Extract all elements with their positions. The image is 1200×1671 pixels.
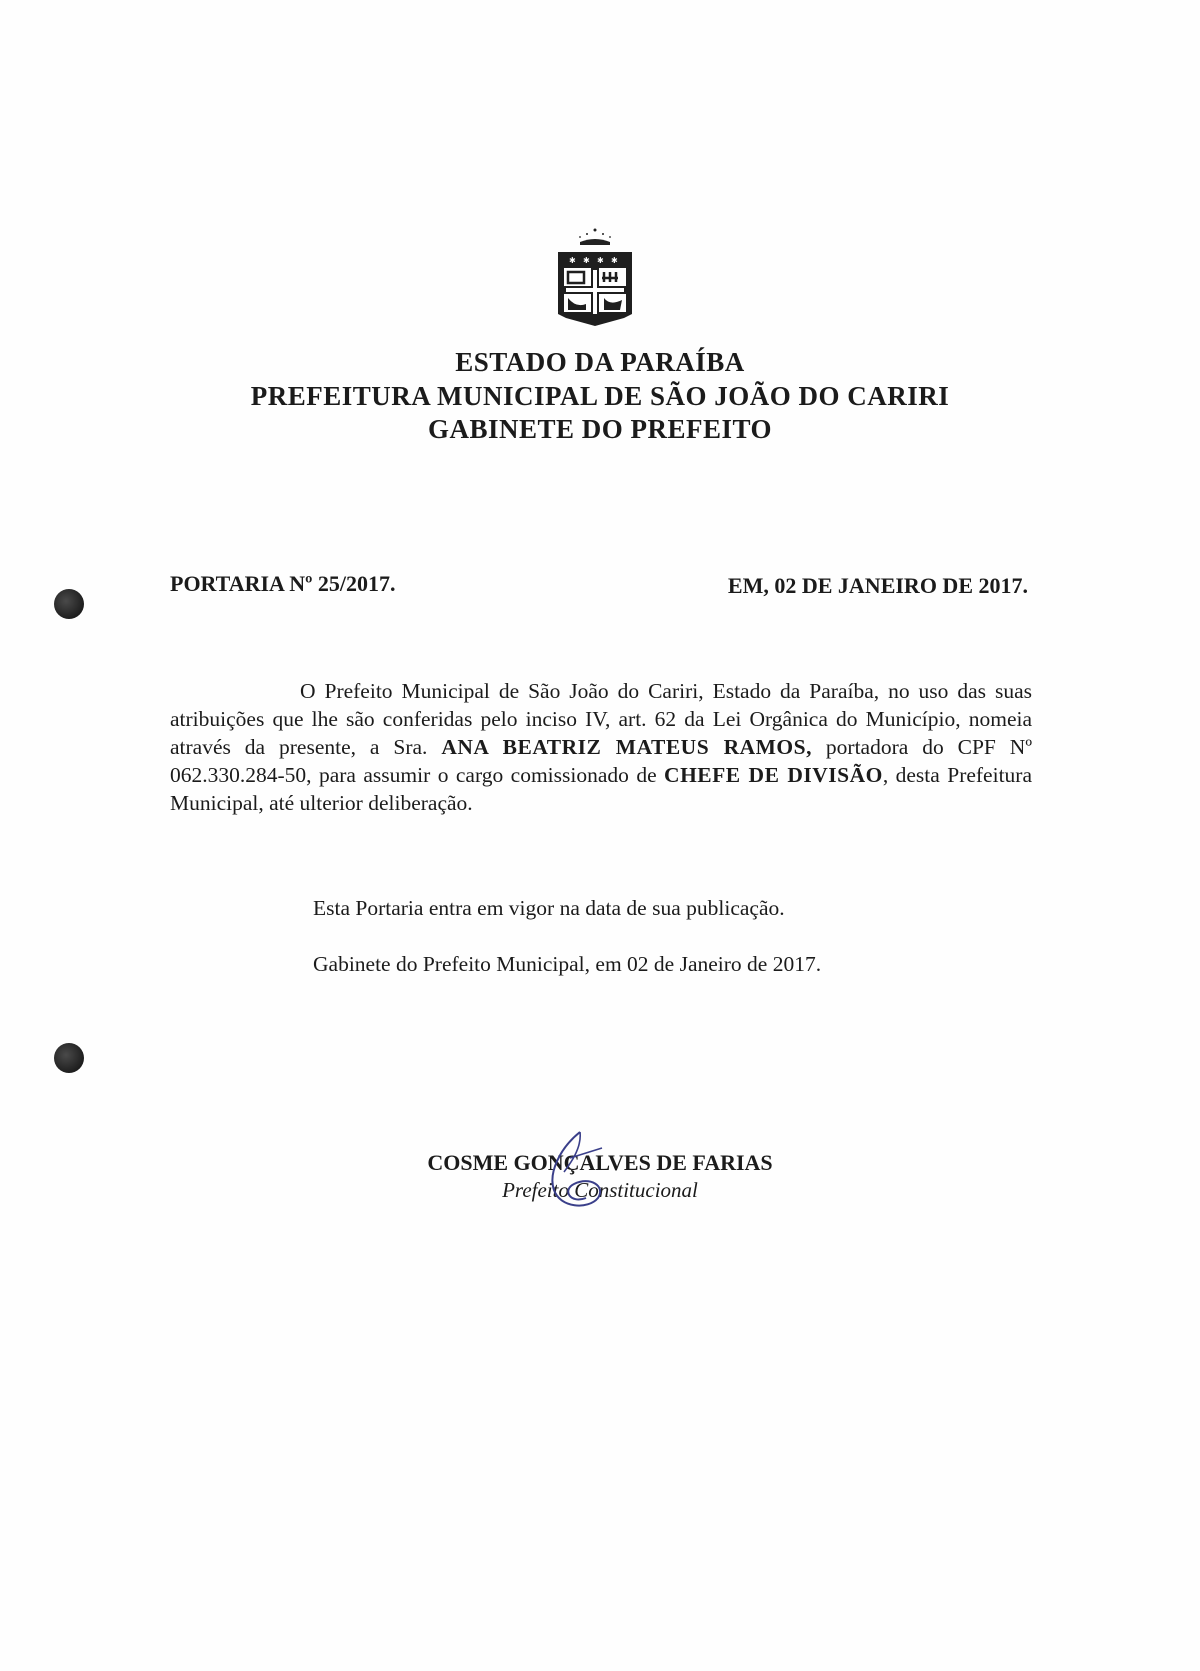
appointee-name: ANA BEATRIZ MATEUS RAMOS, xyxy=(441,735,812,759)
effective-clause: Esta Portaria entra em vigor na data de sua publicação. xyxy=(313,896,785,920)
portaria-date: EM, 02 DE JANEIRO DE 2017. xyxy=(727,573,1028,598)
body-paragraph xyxy=(170,677,1032,817)
office-title: GABINETE DO PREFEITO xyxy=(427,414,773,444)
svg-text:✱: ✱ xyxy=(583,256,590,265)
svg-text:✱: ✱ xyxy=(597,256,604,265)
municipal-coat-of-arms-icon xyxy=(552,226,638,336)
body-text-part2: portadora do CPF Nº 062.330.284-50, para assumir o cargo comissionado de xyxy=(170,735,1033,787)
signatory-title: Prefeito Constitucional xyxy=(502,1178,698,1202)
punch-hole-top xyxy=(54,589,84,619)
prefecture-title: PREFEITURA MUNICIPAL DE SÃO JOÃO DO CARIRI xyxy=(250,381,950,411)
body-text-part3: , desta Prefeitura Municipal, até ulterior deliberação. xyxy=(170,763,1032,815)
body-text-part1: O Prefeito Municipal de São João do Cariri, Estado da Paraíba, no uso das suas atribuições que lhe são conferidas pelo inciso IV, art. 62 da Lei Orgânica do Município, nomeia através da presente, a Sra. xyxy=(170,679,1032,759)
signatory-name: COSME GONÇALVES DE FARIAS xyxy=(427,1150,773,1175)
punch-hole-bottom xyxy=(54,1043,84,1073)
handwritten-signature xyxy=(540,1128,610,1213)
closing-line: Gabinete do Prefeito Municipal, em 02 de Janeiro de 2017. xyxy=(313,952,822,976)
portaria-number: PORTARIA Nº 25/2017. xyxy=(170,571,396,596)
appointed-role: CHEFE DE DIVISÃO xyxy=(664,763,883,787)
state-title: ESTADO DA PARAÍBA xyxy=(455,347,745,377)
svg-text:✱: ✱ xyxy=(569,256,576,265)
svg-text:✱: ✱ xyxy=(611,256,618,265)
